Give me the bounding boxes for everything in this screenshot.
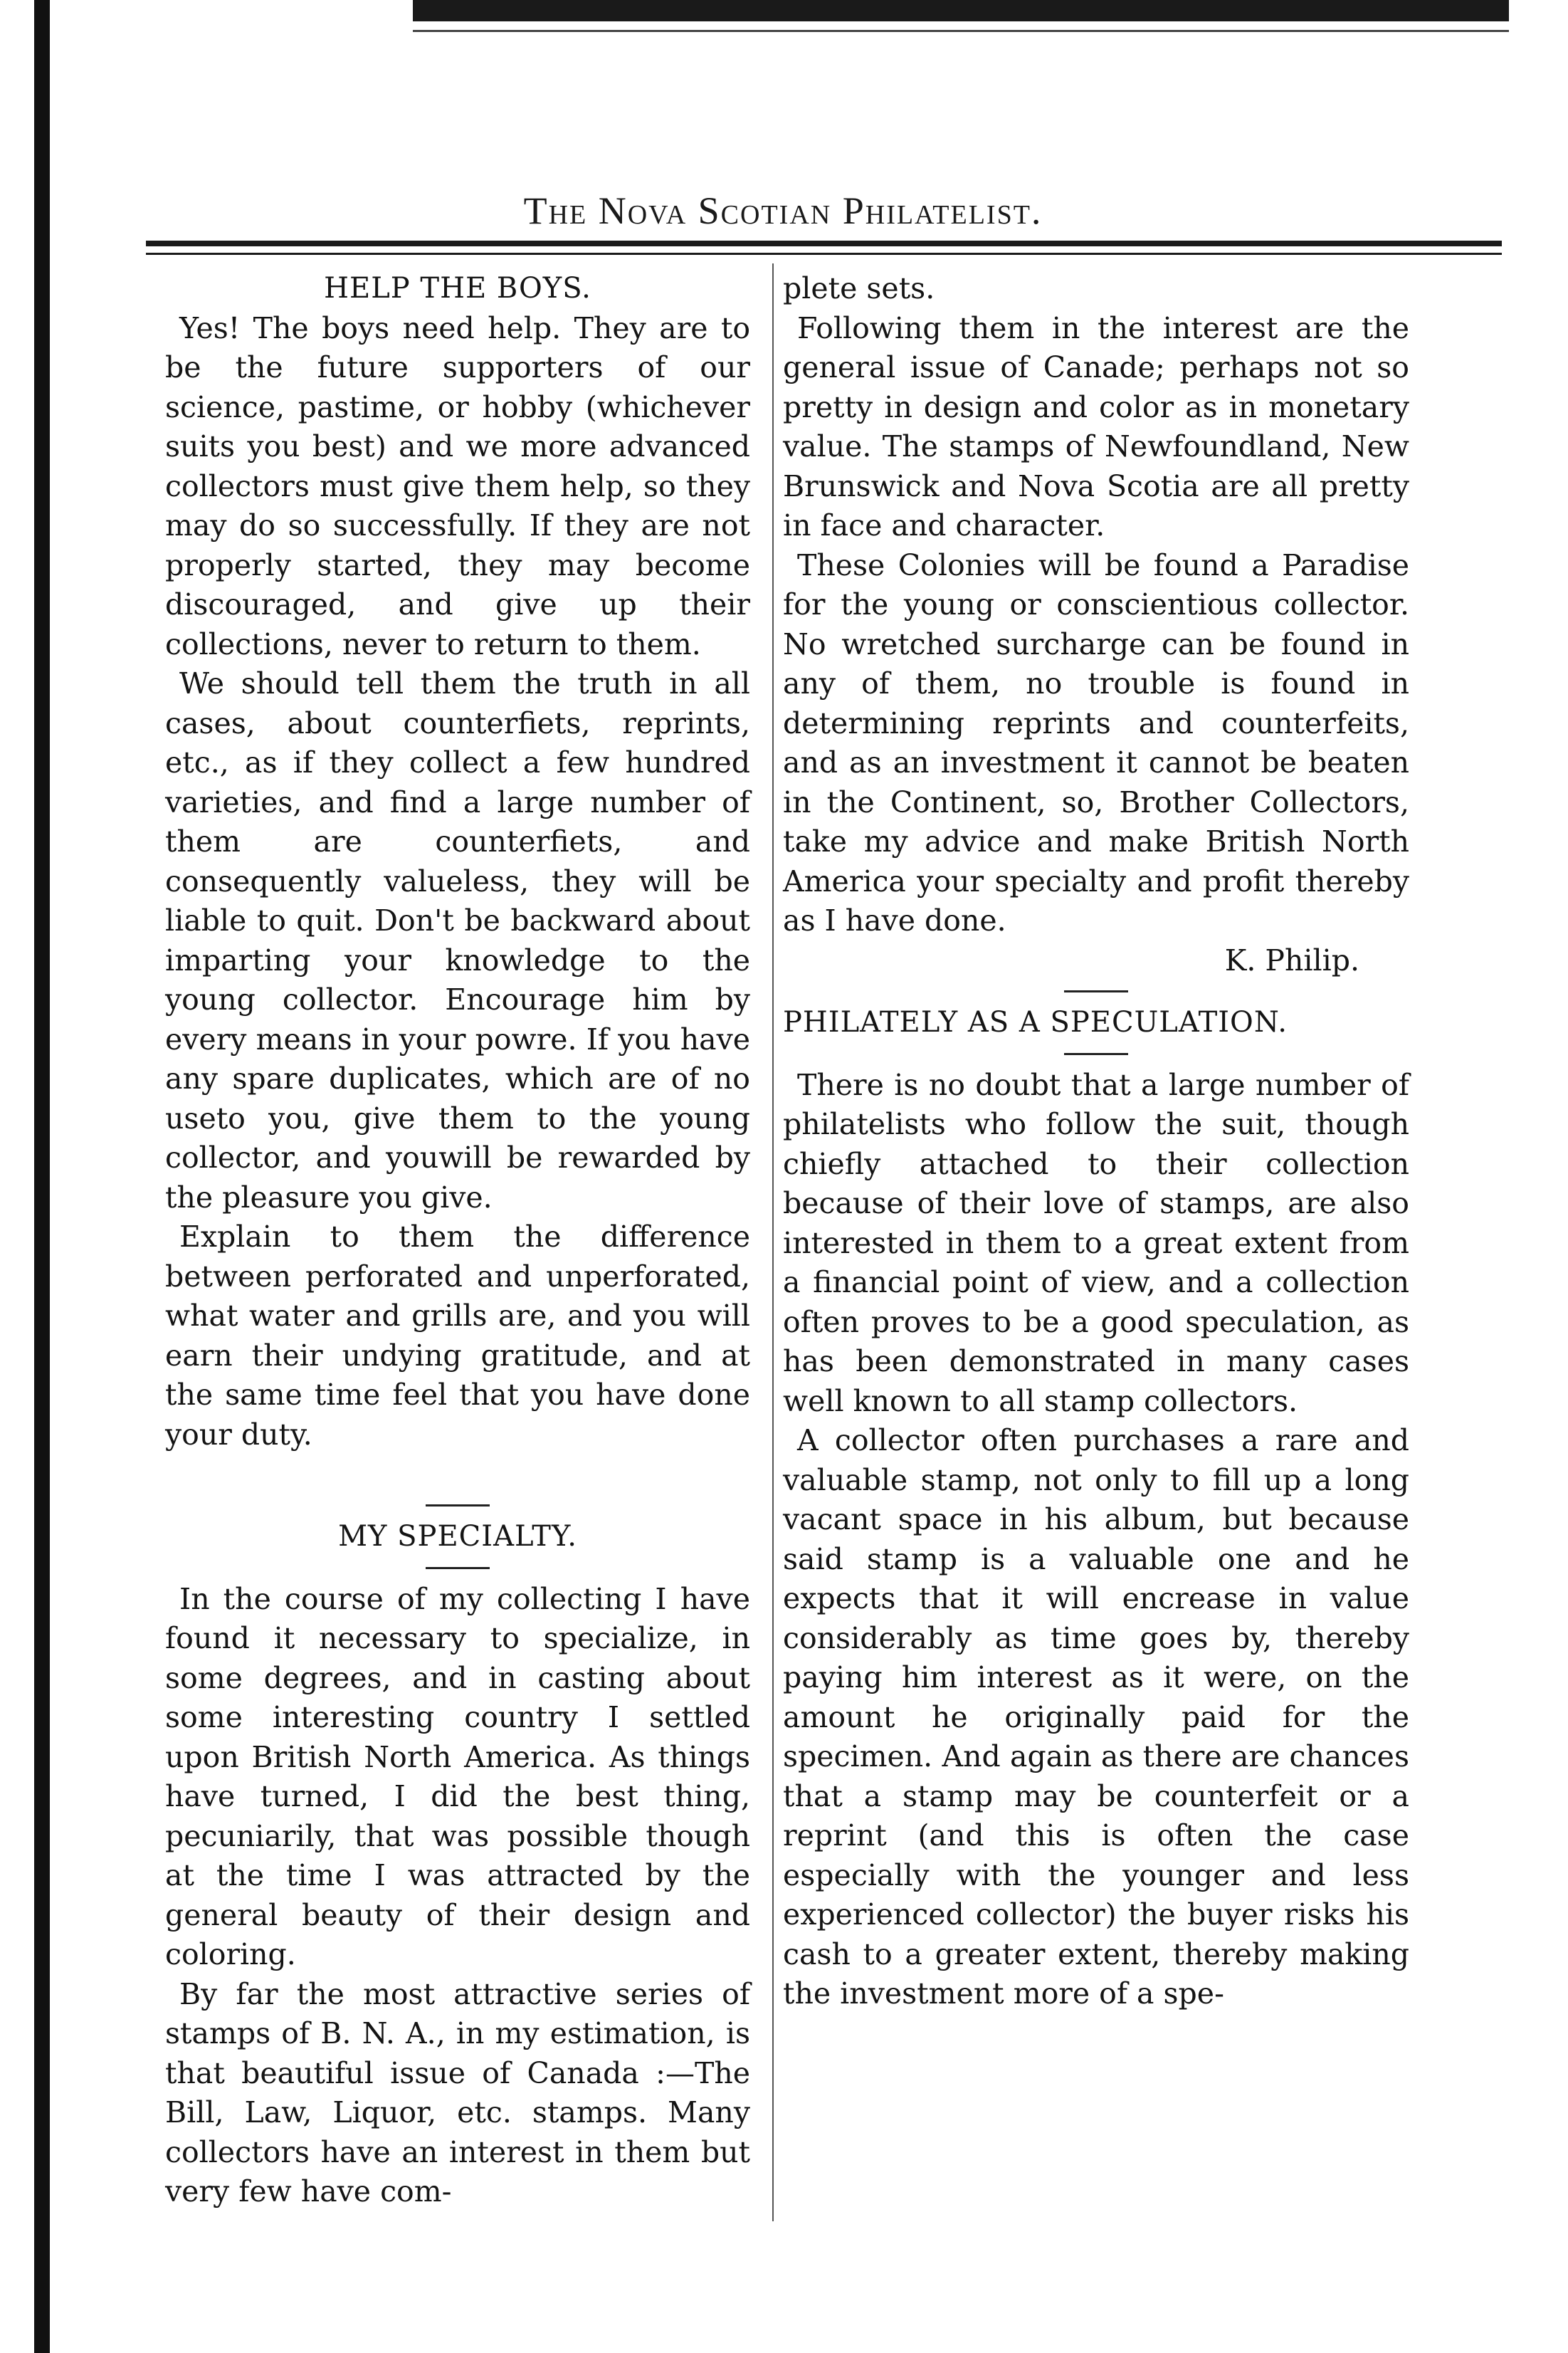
section-separator [783, 980, 1409, 1003]
page-edge-bar [34, 0, 50, 2353]
article-paragraph: Following them in the interest are the general issue of Canade; perhaps not so pretty in design and color as in monetary value. The stamps of Newfoundland, New Brunswick and Nova Scotia are all pretty in face and character. [783, 310, 1409, 543]
left-column [165, 269, 750, 2212]
article-title-help-the-boys: HELP THE BOYS. [324, 272, 591, 305]
article-title-philately-speculation: PHILATELY AS A SPECULATION. [783, 1006, 1288, 1039]
article-paragraph: There is no doubt that a large number of philatelists who follow the suit, though chiefly attached to their collection because of their love of stamps, are also interested in them to a great extent from a financial point of view, and a collection often proves to be a good speculation, as has been demonstrated in many cases well known to all stamp collectors. [783, 1067, 1409, 1418]
top-border-thin-rule [413, 30, 1509, 32]
title-underline [783, 1043, 1409, 1066]
column-divider [772, 263, 774, 2221]
article-paragraph: Explain to them the difference between perforated and unperforated, what water and grills are, and you will earn their undying gratitude, and at the same time feel that you have done your duty. [165, 1220, 750, 1452]
article-paragraph: Yes! The boys need help. They are to be the future supporters of our science, pastime, or hobby (whichever suits you best) and we more advanced collectors must give them help, so they may do so successfully. If they are not properly started, they may become discouraged, and give up their collections, never to return to them. [165, 310, 750, 661]
header-rule-thin [146, 253, 1502, 255]
section-separator [165, 1494, 750, 1517]
article-paragraph: By far the most attractive series of stamps of B. N. A., in my estimation, is that beautiful issue of Canada :—The Bill, Law, Liquor, etc. stamps. Many collectors have an interest in them but very few have com- [165, 1976, 750, 2208]
article-paragraph: A collector often purchases a rare and valuable stamp, not only to fill up a long vacant space in his album, but because said stamp is a valuable one and he expects that it will encrease in value considerably as time goes by, thereby paying him interest as it were, on the amount he originally paid for the specimen. And again as there are chances that a stamp may be counterfeit or a reprint (and this is often the case especially with the younger and less experienced collector) the buyer risks his cash to a greater extent, thereby making the investment more of a spe- [783, 1423, 1409, 2011]
article-paragraph: We should tell them the truth in all cases, about counterfiets, reprints, etc., as if they collect a few hundred varieties, and find a large number of them are counterfiets, and consequently valueless, they will be liable to quit. Don't be backward about imparting your knowledge to the young collector. Encourage him by every means in your powre. If you have any spare duplicates, which are of no useto you, give them to the young collector, and youwill be rewarded by the pleasure you give. [165, 666, 750, 1215]
article-paragraph-continued: plete sets. [783, 271, 935, 305]
top-border-rule [413, 0, 1509, 21]
header-rule-thick [146, 241, 1502, 246]
article-paragraph: These Colonies will be found a Paradise for the young or conscientious collector. No wretched surcharge can be found in any of them, no trouble is found in determining reprints and counterfeits, and as an investment it cannot be beaten in the Continent, so, Brother Collectors, take my advice and make British North America your specialty and profit thereby as I have done. [783, 547, 1409, 938]
page-header-title: The Nova Scotian Philatelist. [523, 189, 1043, 232]
section-spacer [165, 1455, 750, 1494]
article-title-my-specialty: MY SPECIALTY. [338, 1520, 577, 1553]
article-paragraph: In the course of my collecting I have found it necessary to specialize, in some degrees, and in casting about some interesting country I settled upon British North America. As things have turned, I did the best thing, pecuniarily, that was possible though at the time I was attracted by the general beauty of their design and coloring. [165, 1581, 750, 1971]
author-signature: K. Philip. [1224, 943, 1359, 978]
title-underline [165, 1557, 750, 1580]
right-column [783, 269, 1409, 2014]
